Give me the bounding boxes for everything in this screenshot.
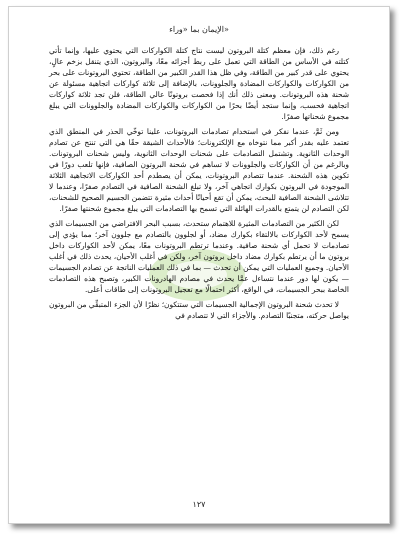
book-page bbox=[8, 6, 390, 524]
page-number: ١٢٧ bbox=[192, 500, 206, 509]
running-title: الإيمان بما «وراء» bbox=[169, 25, 229, 34]
body-text bbox=[49, 45, 349, 325]
paragraph-2: ومن ثَمَّ، عندما نفكر في استخدام تصادمات البروتونات، علينا توخّي الحذر في المنطق الذي تعتمد عليه بقدر أكبر مما نتوخاه مع الإلكترونات؛ فالأحداث الشيقة حقًا هي التي تنتج عن تصادم الوحدات الثانوية. وتشتمل التصادمات على شحنات الوحدات الثانوية، وليس شحنات البروتونات. وبالرغم من أن الكواركات والجلوونات لا تساهم في شحنة البروتون الصافية، فإنها تلعب دورًا في تكوين هذه الشحنة. عندما تتصادم البروتونات، يمكن أن يصطدم أحد الكواركات الاتجاهية الثلاثة الموجودة في البروتون بكوارك اتجاهي آخر، ولا تبلغ الشحنة الصافية في التصادم صفرًا، وعندما لا تتلاشى الشحنة الصافية للبحث، يمكن أن تقع أحيانًا أحداث مثيرة تتضمن الجسيم الصحيح للشحنات، لكن التصادم لن يتمتع بالقدرات الهائلة التي تسمح بها التصادمات التي يبلغ مجموع شحنتها صفرًا. bbox=[49, 127, 349, 213]
paragraph-4: لا تحدث شحنة البروتون الإجمالية الجسيمات التي ستتكون؛ نظرًا لأن الجزء المتبقِّي من البروتون يواصل حركته، متجنبًا التصادم. والأجزاء التي لا تتصادم في bbox=[49, 300, 349, 320]
paragraph-3: لكن الكثير من التصادمات المثيرة للاهتمام ستحدث، بسبب البحر الافتراضي من الجسيمات الذي يسمح لأحد الكواركات بالالتقاء بكوارك مضاد، أو لجلوون بالتصادم مع جلوون آخر؛ مما يؤدي إلى تصادمات لا تحمل أي شحنة صافية. وعندما ترتطم البروتونات معًا، يمكن لأحد الكواركات داخل بروتون ما أن يرتطم بكوارك مضاد داخل بروتون آخر، ولكن في أغلب الأحيان، يحدث ذلك في أغلب الأحيان. وجميع العمليات التي يمكن أن تحدث — بما في ذلك العمليات الناتجة عن تصادم الجسيمات — يكون لها دور عندما نتساءل عمَّا يحدث في مصادم الهادرونات الكبير، وتصبح هذه التصادمات الخاصة ببحر الجسيمات، في الواقع، أكثر احتمالًا مع تعجيل البروتونات إلى طاقات أعلى. bbox=[49, 219, 349, 294]
paragraph-1: رغم ذلك، فإن معظم كتلة البروتون ليست نتاج كتلة الكواركات التي يحتوي عليها، وإنما تأتي كتلته في الأساس من الطاقة التي تعمل على ربط أجزائه معًا، والبروتون، الذي يتنقل بزخم عالٍ، يحتوي على قدر كبير من الطاقة، وفي ظل هذا القدر الكبير من الطاقة، تحتوي البروتونات على بحر من الكواركات والكواركات المضادة والجلوونات، بالإضافة إلى ثلاثة كواركات اتجاهية مسئولة عن شحنة هذه البروتونات. ومعنى ذلك أنك إذا فحصت بروتونًا عالي الطاقة، فلن تجد ثلاثة كواركات اتجاهية فحسب، وإنما ستجد أيضًا بحرًا من الكواركات والكواركات المضادة والجلوونات التي يبلغ مجموع شحناتها صفرًا. bbox=[49, 46, 349, 121]
